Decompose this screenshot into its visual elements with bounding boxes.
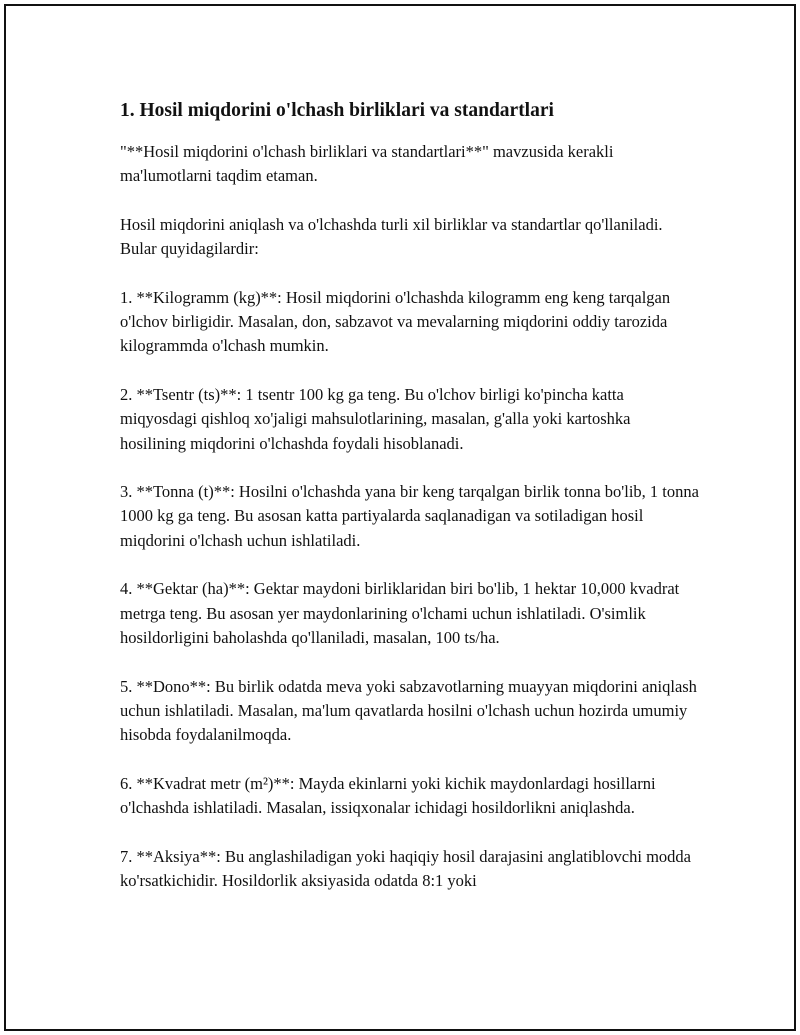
list-item-kilogramm: 1. **Kilogramm (kg)**: Hosil miqdorini o'lchashda kilogramm eng keng tarqalgan o'lchov birligidir. Masalan, don, sabzavot va mevalarning miqdorini oddiy tarozida kilogrammda o'lchash mumkin. — [120, 287, 671, 356]
list-item-tsentr: 2. **Tsentr (ts)**: 1 tsentr 100 kg ga teng. Bu o'lchov birligi ko'pincha katta miqyosdagi qishloq xo'jaligi mahsulotlarining, masalan, g'alla yoki kartoshka hosilining miqdorini o'lchashda foydali hisoblanadi. — [120, 384, 631, 453]
page-frame — [4, 4, 796, 1031]
list-item-aksiya: 7. **Aksiya**: Bu anglashiladigan yoki haqiqiy hosil darajasini anglatiblovchi modda ko'rsatkichidir. Hosildorlik aksiyasida odatda 8:1 yoki — [120, 846, 691, 890]
overview-paragraph: Hosil miqdorini aniqlash va o'lchashda turli xil birliklar va standartlar qo'llaniladi. Bular quyidagilardir: — [120, 214, 663, 259]
list-item-kvadrat-metr: 6. **Kvadrat metr (m²)**: Mayda ekinlarni yoki kichik maydonlardagi hosillarni o'lchashda ishlatiladi. Masalan, issiqxonalar ichidagi hosildorlikni aniqlashda. — [120, 773, 656, 818]
list-item-gektar: 4. **Gektar (ha)**: Gektar maydoni birliklaridan biri bo'lib, 1 hektar 10,000 kvadrat metrga teng. Bu asosan yer maydonlarining o'lchami uchun ishlatiladi. O'simlik hosildorligini baholashda qo'llaniladi, masalan, 100 ts/ha. — [120, 579, 680, 647]
list-item-tonna: 3. **Tonna (t)**: Hosilni o'lchashda yana bir keng tarqalgan birlik tonna bo'lib, 1 tonna 1000 kg ga teng. Bu asosan katta partiyalarda saqlanadigan va sotiladigan hosil miqdorini o'lchash uchun ishlatiladi. — [120, 482, 699, 550]
document-body — [120, 98, 700, 893]
intro-paragraph: "**Hosil miqdorini o'lchash birliklari va standartlari**" mavzusida kerakli ma'lumotlarni taqdim etaman. — [120, 142, 614, 186]
list-item-dono: 5. **Dono**: Bu birlik odatda meva yoki sabzavotlarning muayyan miqdorini aniqlash uchun ishlatiladi. Masalan, ma'lum qavatlarda hosilni o'lchash uchun hozirda umumiy hisobda foydalanilmoqda. — [120, 676, 697, 745]
document-title: 1. Hosil miqdorini o'lchash birliklari va standartlari — [120, 100, 554, 121]
